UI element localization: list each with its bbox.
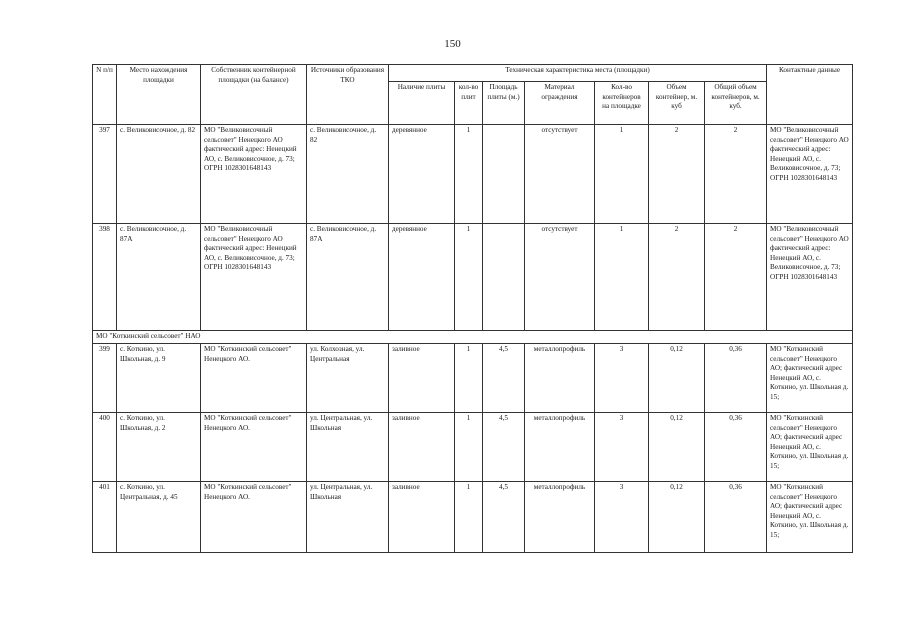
cell-slab: заливное — [389, 482, 455, 553]
cell-slab-count: 1 — [455, 482, 483, 553]
cell-containers: 1 — [595, 125, 649, 224]
header-slab: Наличие плиты — [389, 82, 455, 125]
cell-location: с. Великовисочное, д. 87А — [117, 224, 201, 331]
header-tech: Техническая характеристика места (площадки) — [389, 65, 767, 82]
cell-containers: 3 — [595, 413, 649, 482]
table-row — [93, 482, 853, 553]
cell-contacts: МО "Великовисочный сельсовет" Ненецкого АО фактический адрес: Ненецкий АО, с. Великовисочное, д. 73; ОГРН 1028301648143 — [767, 224, 853, 331]
cell-contacts: МО "Коткинский сельсовет" Ненецкого АО; фактический адрес Ненецкий АО, с. Коткино, ул. Школьная д. 15; — [767, 344, 853, 413]
cell-num: 399 — [93, 344, 117, 413]
header-sources: Источники образования ТКО — [307, 65, 389, 125]
cell-contacts: МО "Коткинский сельсовет" Ненецкого АО; фактический адрес Ненецкий АО, с. Коткино, ул. Школьная д. 15; — [767, 482, 853, 553]
cell-volume: 0,12 — [649, 482, 705, 553]
registry-table — [92, 64, 853, 553]
cell-slab: деревянное — [389, 125, 455, 224]
cell-fence: металлопрофиль — [525, 413, 595, 482]
cell-owner: МО "Великовисочный сельсовет" Ненецкого АО фактический адрес: Ненецкий АО, с. Великовисочное, д. 73; ОГРН 1028301648143 — [201, 224, 307, 331]
cell-total-volume: 0,36 — [705, 344, 767, 413]
cell-volume: 2 — [649, 125, 705, 224]
cell-slab-count: 1 — [455, 125, 483, 224]
cell-slab-count: 1 — [455, 224, 483, 331]
cell-slab-count: 1 — [455, 344, 483, 413]
cell-slab-area: 4,5 — [483, 482, 525, 553]
cell-sources: ул. Колхозная, ул. Центральная — [307, 344, 389, 413]
cell-slab-area: 4,5 — [483, 344, 525, 413]
header-containers: Кол-во контейнеров на площадке — [595, 82, 649, 125]
section-row — [93, 331, 853, 344]
header-slab-area: Площадь плиты (м.) — [483, 82, 525, 125]
cell-num: 401 — [93, 482, 117, 553]
cell-sources: ул. Центральная, ул. Школьная — [307, 413, 389, 482]
cell-slab: заливное — [389, 344, 455, 413]
cell-fence: металлопрофиль — [525, 482, 595, 553]
cell-slab-area — [483, 224, 525, 331]
cell-slab-area — [483, 125, 525, 224]
cell-location: с. Коткино, ул. Школьная, д. 2 — [117, 413, 201, 482]
cell-slab-area: 4,5 — [483, 413, 525, 482]
header-location: Место нахождения площадки — [117, 65, 201, 125]
cell-contacts: МО "Коткинский сельсовет" Ненецкого АО; фактический адрес Ненецкий АО, с. Коткино, ул. Школьная д. 15; — [767, 413, 853, 482]
header-slab-count: кол-во плит — [455, 82, 483, 125]
cell-total-volume: 0,36 — [705, 482, 767, 553]
table-row — [93, 413, 853, 482]
cell-num: 397 — [93, 125, 117, 224]
cell-containers: 3 — [595, 482, 649, 553]
cell-total-volume: 2 — [705, 125, 767, 224]
table-row — [93, 125, 853, 224]
header-contacts: Контактные данные — [767, 65, 853, 125]
cell-sources: ул. Центральная, ул. Школьная — [307, 482, 389, 553]
cell-total-volume: 2 — [705, 224, 767, 331]
cell-owner: МО "Коткинский сельсовет" Ненецкого АО. — [201, 344, 307, 413]
cell-volume: 0,12 — [649, 413, 705, 482]
table-row — [93, 344, 853, 413]
cell-owner: МО "Коткинский сельсовет" Ненецкого АО. — [201, 482, 307, 553]
cell-contacts: МО "Великовисочный сельсовет" Ненецкого АО фактический адрес: Ненецкий АО, с. Великовисочное, д. 73; ОГРН 1028301648143 — [767, 125, 853, 224]
cell-location: с. Коткино, ул. Школьная, д. 9 — [117, 344, 201, 413]
cell-containers: 1 — [595, 224, 649, 331]
cell-slab: заливное — [389, 413, 455, 482]
section-title: МО "Коткинский сельсовет" НАО — [93, 331, 853, 344]
cell-fence: металлопрофиль — [525, 344, 595, 413]
cell-slab-count: 1 — [455, 413, 483, 482]
header-fence: Материал ограждения — [525, 82, 595, 125]
cell-sources: с. Великовисочное, д. 87А — [307, 224, 389, 331]
cell-total-volume: 0,36 — [705, 413, 767, 482]
cell-fence: отсутствует — [525, 125, 595, 224]
cell-location: с. Великовисочное, д. 82 — [117, 125, 201, 224]
cell-volume: 2 — [649, 224, 705, 331]
cell-num: 398 — [93, 224, 117, 331]
cell-location: с. Коткино, ул. Центральная, д. 45 — [117, 482, 201, 553]
cell-owner: МО "Великовисочный сельсовет" Ненецкого АО фактический адрес: Ненецкий АО, с. Великовисочное, д. 73; ОГРН 1028301648143 — [201, 125, 307, 224]
header-row-top — [93, 65, 853, 82]
page-number: 150 — [444, 38, 461, 50]
cell-sources: с. Великовисочное, д. 82 — [307, 125, 389, 224]
cell-fence: отсутствует — [525, 224, 595, 331]
cell-owner: МО "Коткинский сельсовет" Ненецкого АО. — [201, 413, 307, 482]
cell-containers: 3 — [595, 344, 649, 413]
cell-num: 400 — [93, 413, 117, 482]
cell-slab: деревянное — [389, 224, 455, 331]
table-row — [93, 224, 853, 331]
header-total-volume: Общий объем контейнеров, м. куб. — [705, 82, 767, 125]
cell-volume: 0,12 — [649, 344, 705, 413]
header-owner: Собственник контейнерной площадки (на балансе) — [201, 65, 307, 125]
header-num: N п/п — [93, 65, 117, 125]
header-volume: Объем контейнер, м. куб — [649, 82, 705, 125]
